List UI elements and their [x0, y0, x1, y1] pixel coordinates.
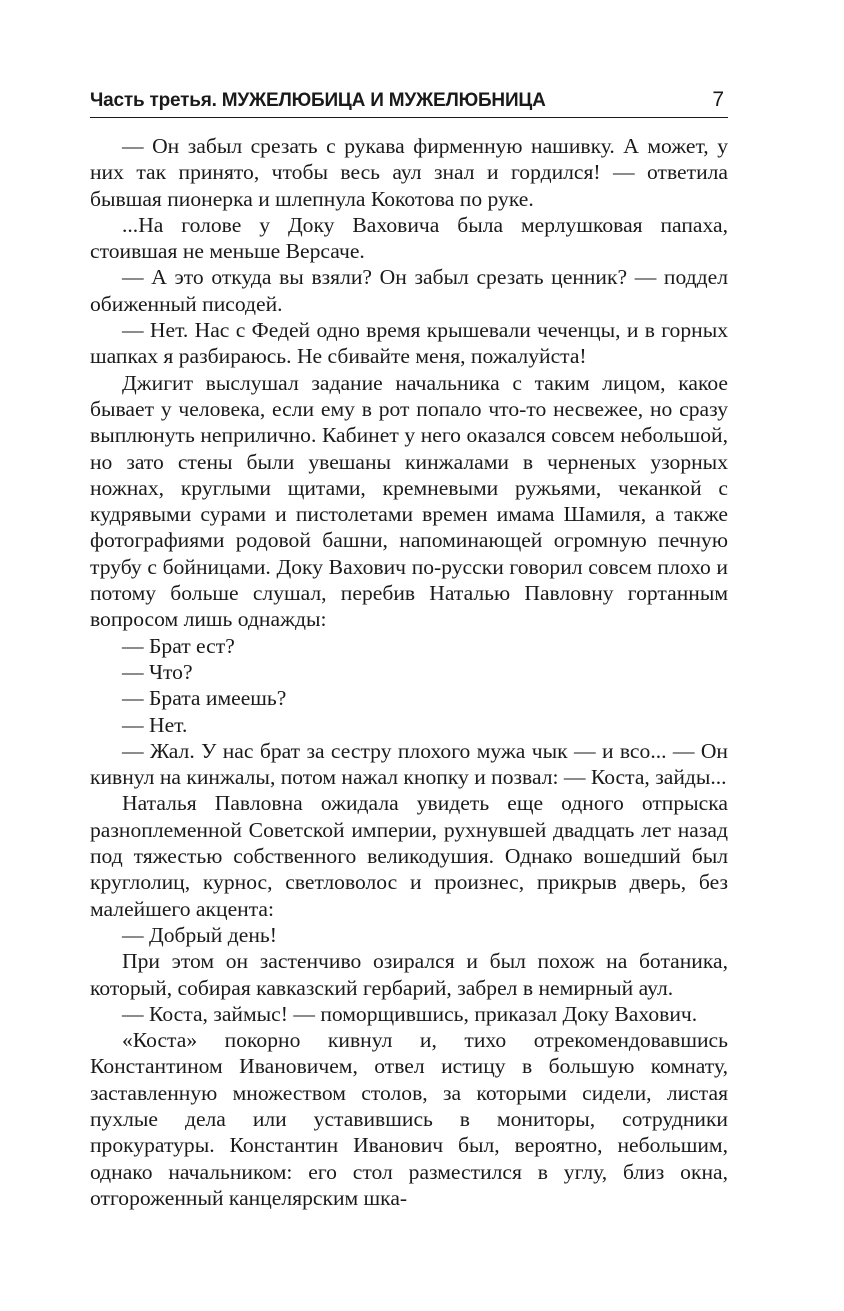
paragraph: «Коста» покорно кивнул и, тихо отрекомендовавшись Константином Ивановичем, отвел истицу в большую комнату, заставленную множеством столов, за которыми сидели, листая пухлые дела или уставившись в мониторы, сотрудники прокуратуры. Константин Иванович был, вероятно, небольшим, однако начальником: его стол разместился в углу, близ окна, отгороженный канцелярским шка- — [90, 1028, 728, 1210]
paragraph: — Нет. — [122, 712, 188, 737]
paragraph: Джигит выслушал задание начальника с таким лицом, какое бывает у человека, если ему в рот попало что-то несвежее, но сразу выплюнуть неприлично. Кабинет у него оказался совсем небольшой, но зато стены были увешаны кинжалами в черненых узорных ножнах, круглыми щитами, кремневыми ружьями, чеканкой с кудрявыми сурами и пистолетами времен имама Шамиля, а также фотографиями родовой башни, напоминающей огромную печную трубу с бойницами. Доку Вахович по-русски говорил совсем плохо и потому больше слушал, перебив Наталью Павловну гортанным вопросом лишь однажды: — [90, 370, 728, 632]
running-title: Часть третья. МУЖЕЛЮБИЦА И МУЖЕЛЮБНИЦА — [90, 90, 546, 111]
paragraph: — А это откуда вы взяли? Он забыл срезать ценник? — поддел обиженный писодей. — [90, 265, 728, 316]
paragraph: — Коста, займыс! — поморщившись, приказал Доку Вахович. — [122, 1001, 698, 1026]
paragraph: Наталья Павловна ожидала увидеть еще одного отпрыска разноплеменной Советской империи, рухнувшей двадцать лет назад под тяжестью собственного великодушия. Однако вошедший был круглолиц, курнос, светловолос и произнес, прикрыв дверь, без малейшего акцента: — [90, 791, 728, 921]
running-head — [90, 88, 728, 118]
page-number: 7 — [712, 88, 724, 111]
paragraph: — Добрый день! — [122, 922, 277, 947]
paragraph: — Нет. Нас с Федей одно время крышевали чеченцы, и в горных шапках я разбираюсь. Не сбивайте меня, пожалуйста! — [90, 318, 728, 369]
paragraph: — Что? — [122, 659, 193, 684]
paragraph: — Жал. У нас брат за сестру плохого мужа чык — и всо... — Он кивнул на кинжалы, потом нажал кнопку и позвал: — Коста, зайды... — [90, 738, 728, 790]
paragraph: — Брат ест? — [122, 633, 235, 658]
paragraph: — Брата имеешь? — [122, 686, 287, 711]
book-page — [90, 88, 728, 1211]
paragraph: При этом он застенчиво озирался и был похож на ботаника, который, собирая кавказский гербарий, забрел в немирный аул. — [90, 949, 728, 1000]
paragraph: ...На голове у Доку Ваховича была мерлушковая папаха, стоившая не меньше Версаче. — [90, 212, 728, 264]
paragraph: — Он забыл срезать с рукава фирменную нашивку. А может, у них так принято, чтобы весь аул знал и гордился! — ответила бывшая пионерка и шлепнула Кокотова по руке. — [90, 134, 728, 211]
body-text — [90, 133, 728, 1211]
